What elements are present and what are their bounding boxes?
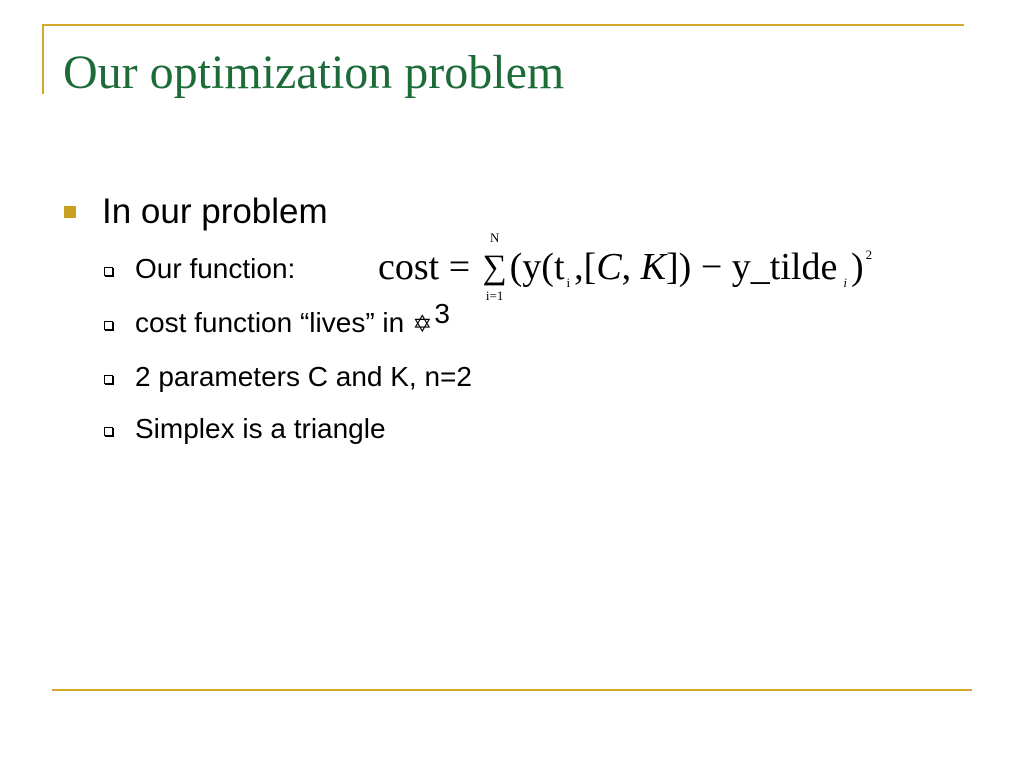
square-bullet-icon (64, 206, 76, 218)
formula-subscript-i-italic: i (843, 275, 847, 290)
bullet-in-our-problem (64, 189, 328, 235)
hollow-square-bullet-icon (104, 375, 113, 384)
summation (480, 230, 510, 303)
left-rule (42, 24, 44, 94)
sub-bullet-our-function (104, 249, 295, 289)
space-symbol-icon: ✡ (412, 310, 433, 338)
slide-title: Our optimization problem (63, 46, 565, 99)
bottom-rule (52, 689, 972, 691)
sum-upper-limit: N (489, 230, 500, 245)
sub-bullet-text: 2 parameters C and K, n=2 (135, 361, 472, 392)
sum-lower-limit: i=1 (485, 288, 504, 303)
formula-close-paren: ) (850, 246, 864, 288)
hollow-square-bullet-icon (104, 321, 113, 330)
formula-comma: , (621, 246, 632, 288)
formula-mid: ,[ (574, 246, 597, 288)
sigma-icon: ∑ (482, 249, 507, 286)
sub-bullet-simplex (104, 409, 386, 449)
sub-bullet-text: Simplex is a triangle (135, 413, 386, 444)
sub-bullet-text: cost function “lives” in (135, 307, 405, 338)
formula-close-bracket: ]) − y_tilde (666, 246, 838, 288)
sub-bullet-cost-lives (104, 298, 450, 343)
formula-open: (y(t (509, 246, 565, 288)
formula-equals: = (448, 246, 471, 288)
space-exponent: 3 (434, 298, 450, 329)
sub-bullet-text: Our function: (135, 253, 296, 284)
hollow-square-bullet-icon (104, 267, 113, 276)
formula-subscript-i: i (566, 275, 571, 290)
formula-var-c: C (596, 246, 622, 288)
formula-exponent: 2 (865, 247, 873, 262)
top-rule (42, 24, 964, 26)
formula-lhs: cost (378, 246, 440, 288)
sub-bullet-parameters (104, 357, 472, 397)
formula-var-k: K (640, 246, 667, 288)
hollow-square-bullet-icon (104, 427, 113, 436)
bullet-text: In our problem (102, 192, 328, 231)
